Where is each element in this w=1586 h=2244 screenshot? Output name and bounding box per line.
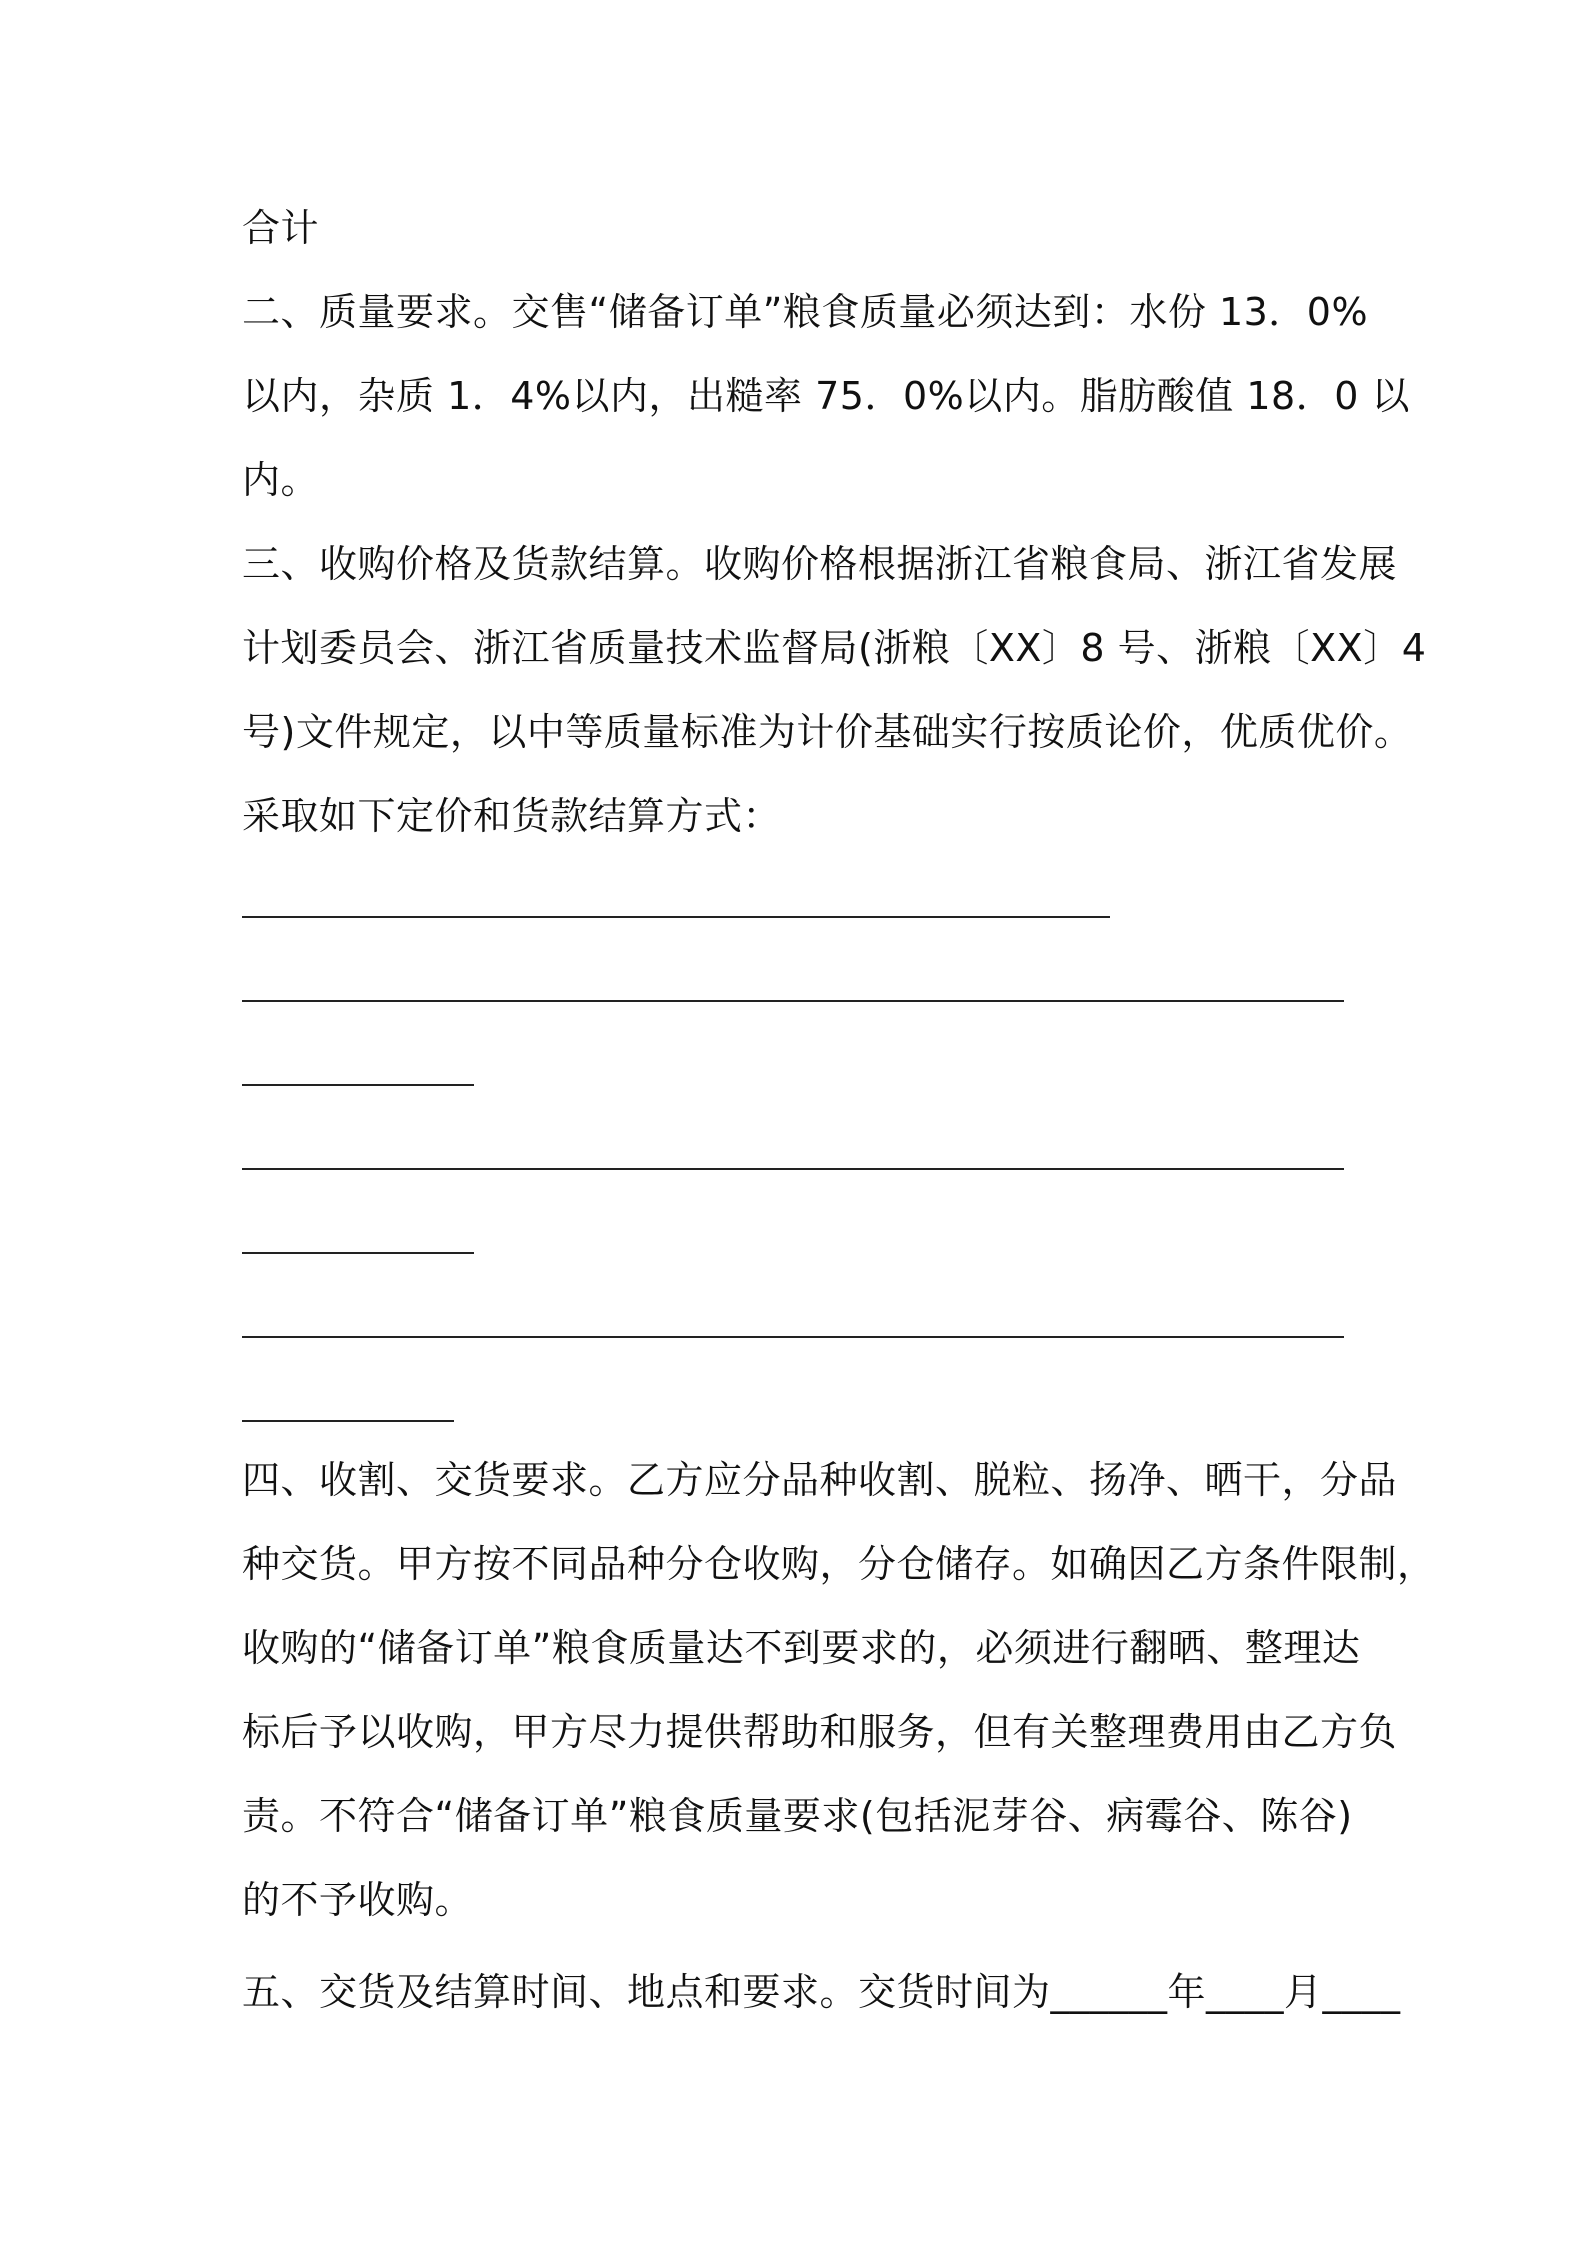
fill-in-blank-line <box>242 1336 1344 1338</box>
section-2-line-3: 内。 <box>242 458 320 502</box>
section-2-line-2: 以内，杂质 1．4%以内，出糙率 75．0%以内。脂肪酸值 18．0 以 <box>242 374 1410 418</box>
fill-in-blank-line <box>242 1000 1344 1002</box>
section-3-line-2: 计划委员会、浙江省质量技术监督局(浙粮〔XX〕8 号、浙粮〔XX〕4 <box>242 626 1427 670</box>
section-3-line-4: 采取如下定价和货款结算方式： <box>242 794 782 838</box>
fill-in-blank-line <box>242 1420 454 1422</box>
heading-total: 合计 <box>242 206 320 250</box>
section-3-line-3: 号)文件规定，以中等质量标准为计价基础实行按质论价，优质优价。 <box>242 710 1413 754</box>
section-4-line-4: 标后予以收购，甲方尽力提供帮助和服务，但有关整理费用由乙方负 <box>242 1710 1398 1754</box>
fill-in-blank-line <box>242 1252 474 1254</box>
fill-in-blank-line <box>242 1168 1344 1170</box>
section-5-line-1: 五、交货及结算时间、地点和要求。交货时间为______年____月____ <box>242 1970 1401 2014</box>
fill-in-blank-line <box>242 916 1110 918</box>
section-4-line-2: 种交货。甲方按不同品种分仓收购，分仓储存。如确因乙方条件限制， <box>242 1542 1436 1586</box>
section-2-line-1: 二、质量要求。交售“储备订单”粮食质量必须达到：水份 13．0% <box>242 290 1369 334</box>
section-4-line-1: 四、收割、交货要求。乙方应分品种收割、脱粒、扬净、晒干，分品 <box>242 1458 1398 1502</box>
section-4-line-3: 收购的“储备订单”粮食质量达不到要求的，必须进行翻晒、整理达 <box>242 1626 1361 1670</box>
fill-in-blank-line <box>242 1084 474 1086</box>
section-4-line-6: 的不予收购。 <box>242 1878 474 1922</box>
section-4-line-5: 责。不符合“储备订单”粮食质量要求(包括泥芽谷、病霉谷、陈谷) <box>242 1794 1353 1838</box>
section-3-line-1: 三、收购价格及货款结算。收购价格根据浙江省粮食局、浙江省发展 <box>242 542 1398 586</box>
